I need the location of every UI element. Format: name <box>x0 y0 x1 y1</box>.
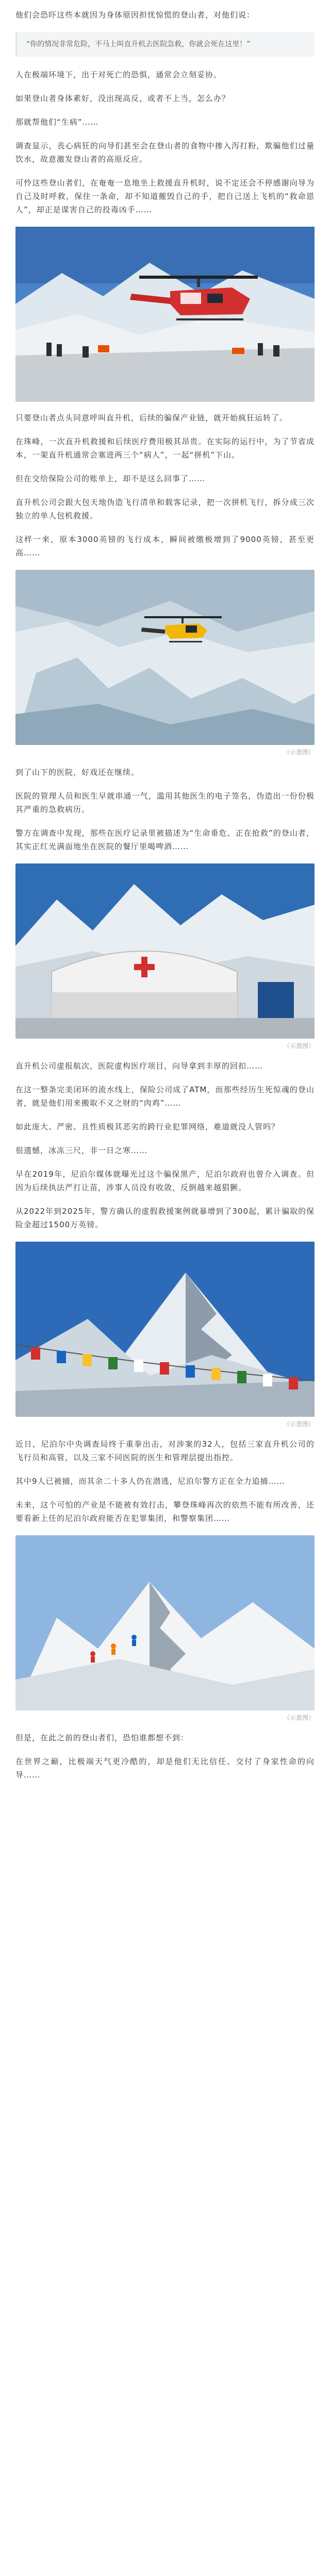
figure-helicopter-base-camp <box>15 227 315 402</box>
figure-climbers-ridge <box>15 1535 315 1722</box>
paragraph: 近日，尼泊尔中央调查局终于重拳出击，对涉案的32人，包括三家直升机公司的飞行员和高管，以及三家不同医院的医生和管理层提出指控。 <box>15 1439 315 1462</box>
figure-helicopter-over-ice <box>15 570 315 756</box>
closing-paragraph: 在世界之巅，比极端天气更冷酷的，却是他们无比信任、交付了身家性命的向导…… <box>15 1757 315 1780</box>
paragraph: 医院的管理人员和医生早就串通一气，滥用其他医生的电子签名，伪造出一份份极其严重的急救病历。 <box>15 791 315 814</box>
paragraph: 如果登山者身体素好，没出现高反，或者不上当，怎么办？ <box>15 94 230 103</box>
everest-prayer-flags-image <box>15 1242 315 1417</box>
paragraph: 如此庞大、严密、且性质极其恶劣的跨行业犯罪网络，难道就没人管吗？ <box>15 1122 280 1131</box>
figure-caption: （示意图） <box>283 1714 315 1721</box>
paragraph: 直升机公司虚报航次，医院虚构医疗项目，向导拿到丰厚的回扣…… <box>15 1061 263 1071</box>
paragraph: 很遗憾，冰冻三尺，非一日之寒…… <box>15 1146 148 1155</box>
medical-tent-image <box>15 863 315 1039</box>
paragraph: 那就帮他们“生病”…… <box>15 117 99 127</box>
article <box>15 0 315 1782</box>
intro-paragraph: 他们会恐吓这些本就因为身体原因担忧惊慌的登山者，对他们说： <box>15 10 255 20</box>
figure-caption: （示意图） <box>283 1042 315 1049</box>
paragraph: 未来，这个可怕的产业是不能被有效打击，攀登珠峰再次的依然不能有所改善，还要看新上任的尼泊尔政府能否在犯罪集团，和警察集团…… <box>15 1500 315 1523</box>
figure-everest-prayer-flags <box>15 1242 315 1428</box>
paragraph: 只要登山者点头同意呼叫直升机，后续的骗保产业链，就开始疯狂运转了。 <box>15 413 288 422</box>
climbers-ridge-image <box>15 1535 315 1710</box>
paragraph: 到了山下的医院，好戏还在继续。 <box>15 768 140 777</box>
paragraph: 从2022年到2025年，警方确认的虚假救援案例就暴增到了300起，累计骗取的保险金超过1500万英镑。 <box>15 1207 315 1229</box>
paragraph: 在这一整条完美闭环的流水线上，保险公司成了ATM，而那些经历生死惊魂的登山者，就是他们用来搬取不义之财的“肉鸡”…… <box>15 1085 315 1108</box>
paragraph: 警方在调查中发现，那些在医疗记录里被描述为“生命垂危、正在抢救”的登山者，其实正红光满面地坐在医院的餐厅里喝啤酒…… <box>15 828 315 851</box>
paragraph: 人在极端环境下，出于对死亡的恐惧，通常会立刻妥协。 <box>15 70 222 79</box>
paragraph: 其中9人已被捕，而其余二十多人仍在潜逃，尼泊尔警方正在全力追捕…… <box>15 1477 285 1486</box>
helicopter-over-ice-image <box>15 570 315 745</box>
tent <box>52 951 237 1018</box>
paragraph: 这样一来，原本3000英镑的飞行成本，瞬间被缴极增到了9000英镑，甚至更高…… <box>15 535 315 557</box>
figure-caption: （示意图） <box>283 1420 315 1428</box>
paragraph: 但在交给保险公司的账单上，却不是这么回事了…… <box>15 474 206 483</box>
paragraph: 但是，在此之前的登山者们，恐怕谁都想不到： <box>15 1733 189 1742</box>
paragraph: 直升机公司会跟大包天地伪造飞行清单和载客记录，把一次拼机飞行，拆分成三次独立的单人包机救援。 <box>15 498 315 520</box>
paragraph: 调查显示，丧心病狂的向导们甚至会在登山者的食物中掺入泻打粉，欺骗他们过量饮水，故意激发登山者的高原反应。 <box>15 141 315 164</box>
figure-caption: （示意图） <box>283 749 315 756</box>
paragraph: 早在2019年，尼泊尔媒体就曝光过这个骗保黑产，尼泊尔政府也曾介入调查。但因为后续执法严打让苗，涉事人员没有收敛，反倒越来越猖獗。 <box>15 1170 315 1192</box>
paragraph: 可怜这些登山者们，在奄奄一息地坐上救援直升机时，说不定还会不停感谢向导为自己及时呼救，保住一条命，却不知道摧毁自己的手，把自己送上飞机的“救命恩人”，却正是谋害自己的投毒凶手…… <box>15 178 315 214</box>
paragraph: 在珠峰，一次直升机救援和后续医疗费用极其昂贵。在实际的运行中，为了节省成本，一架直升机通常会塞进两三个“病人”，一起“拼机”下山。 <box>15 437 315 460</box>
helicopter-base-camp-image <box>15 227 315 402</box>
figure-medical-tent <box>15 863 315 1050</box>
threat-quote: “你的情况非常危险，不马上叫直升机去医院急救，你就会死在这里！” <box>15 32 315 57</box>
